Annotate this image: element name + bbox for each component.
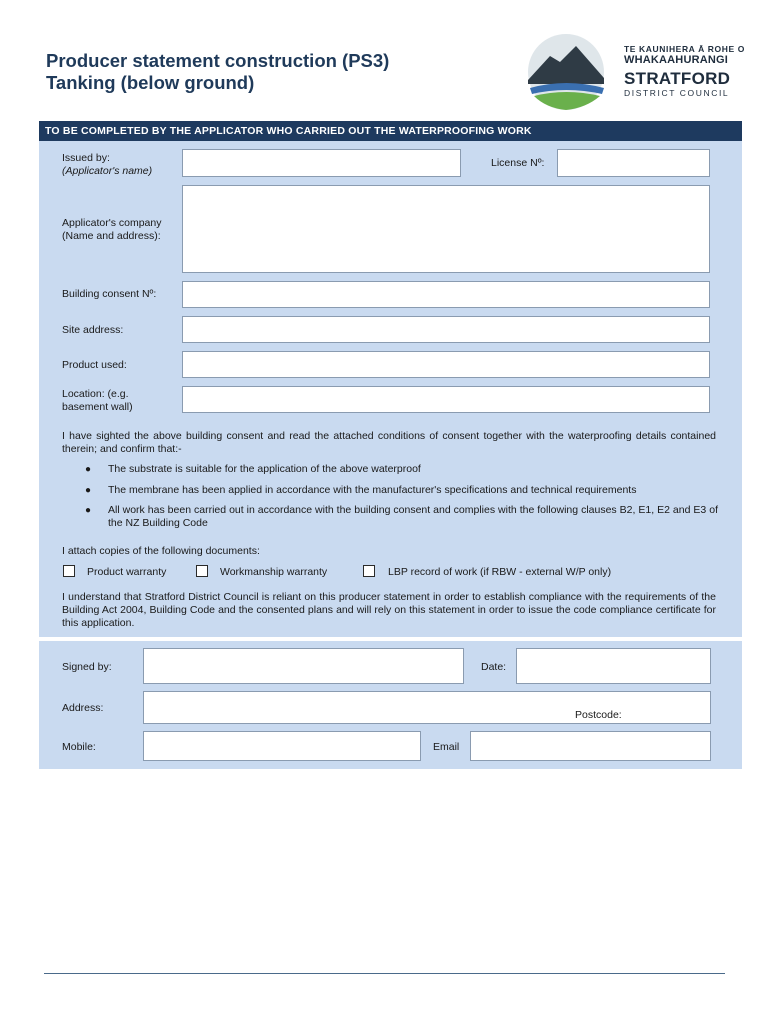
date-field[interactable] [516,648,711,684]
address-field[interactable] [143,691,711,724]
license-field[interactable] [557,149,710,177]
address-label: Address: [62,702,104,714]
issued-by-label [62,152,152,178]
location-label-line-1: Location: (e.g. [62,388,129,400]
bullet-item-1: The substrate is suitable for the application of the above waterproof [108,463,421,475]
consent-label: Building consent Nº: [62,288,157,300]
lbp-record-label: LBP record of work (if RBW - external W/P only) [388,566,612,578]
issued-by-label-line-1: Issued by: [62,152,110,164]
product-warranty-checkbox[interactable] [63,565,75,577]
logo-text-line-1: TE KAUNIHERA Ā ROHE O [624,44,745,54]
issued-by-label-line-2: (Applicator's name) [62,165,153,177]
bullet-icon: ● [85,464,92,475]
date-label: Date: [481,661,507,673]
company-label-line-2: (Name and address): [62,230,161,242]
company-field[interactable] [182,185,710,273]
attach-label: I attach copies of the following documents: [62,545,260,557]
understanding-statement: I understand that Stratford District Council is reliant on this producer statement in order to establish compliance with the requirements of the Building Act 2004, Building Code and the consented plans and will rely on this statement in order to issue the code compliance certificate for this application. [62,591,716,629]
council-logo [520,32,745,112]
page-title [46,50,389,94]
signed-by-label: Signed by: [62,661,112,673]
logo-text-line-3: STRATFORD [624,69,731,88]
bullet-icon: ● [85,505,92,516]
product-warranty-label: Product warranty [87,566,167,578]
product-label: Product used: [62,359,127,371]
bullet-item-3: All work has been carried out in accordance with the building consent and complies with the following clauses B2, E1, E2 and E3 of the NZ Building Code [108,504,718,529]
license-label: License Nº: [491,157,545,169]
email-label: Email [433,741,460,753]
company-label-line-1: Applicator's company [62,217,162,229]
logo-text-line-4: DISTRICT COUNCIL [624,88,730,98]
consent-field[interactable] [182,281,710,308]
location-label [62,388,133,414]
workmanship-warranty-checkbox[interactable] [196,565,208,577]
bullet-icon: ● [85,485,92,496]
email-field[interactable] [470,731,711,761]
location-field[interactable] [182,386,710,413]
issued-by-field[interactable] [182,149,461,177]
site-address-label: Site address: [62,324,124,336]
mobile-field[interactable] [143,731,421,761]
workmanship-warranty-label: Workmanship warranty [220,566,328,578]
logo-text-line-2: WHAKAAHURANGI [624,54,729,66]
mountain-logo-icon [520,32,616,112]
section-heading: TO BE COMPLETED BY THE APPLICATOR WHO CARRIED OUT THE WATERPROOFING WORK [39,121,742,141]
title-line-1: Producer statement construction (PS3) [46,50,390,71]
company-label [62,217,161,243]
bullet-item-2: The membrane has been applied in accordance with the manufacturer's specifications and technical requirements [108,484,637,496]
mobile-label: Mobile: [62,741,96,753]
title-line-2: Tanking (below ground) [46,72,255,93]
footer-divider [44,973,725,974]
product-field[interactable] [182,351,710,378]
lbp-record-checkbox[interactable] [363,565,375,577]
signed-by-field[interactable] [143,648,464,684]
postcode-label: Postcode: [575,709,622,721]
site-address-field[interactable] [182,316,710,343]
declaration-intro: I have sighted the above building consent and read the attached conditions of consent together with the waterproofing details contained therein; and confirm that:- [62,430,716,455]
location-label-line-2: basement wall) [62,401,133,413]
